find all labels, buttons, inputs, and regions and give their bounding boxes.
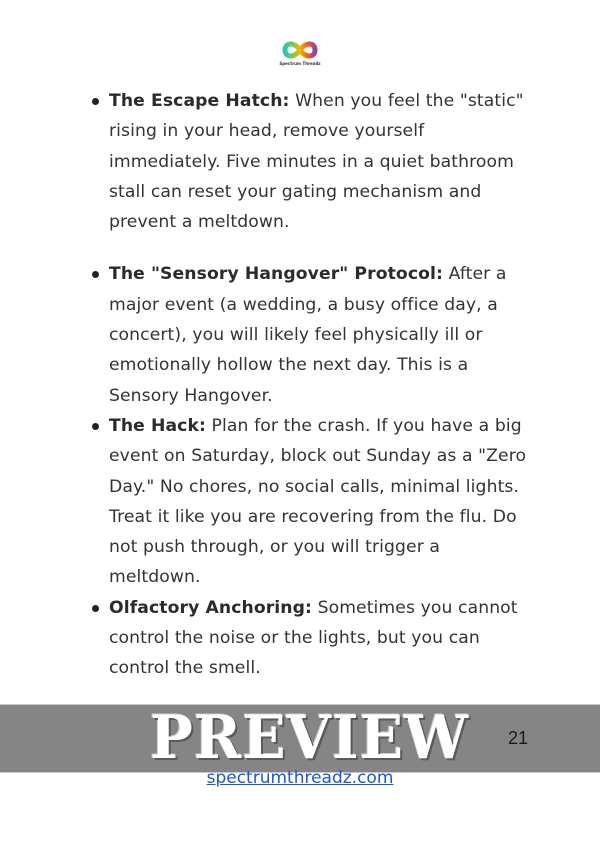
list-item: [92, 411, 532, 593]
page-number: 21: [508, 728, 529, 748]
website-link[interactable]: spectrumthreadz.com: [206, 768, 394, 788]
spacer: [92, 237, 532, 259]
item-title: The "Sensory Hangover" Protocol:: [109, 264, 444, 285]
item-text: Sometimes you cannot control the noise or the lights, but you can control the smell.: [109, 597, 518, 679]
item-title: The Hack:: [109, 415, 206, 436]
item-text: After a major event (a wedding, a busy office day, a concert), you will likely feel physically ill or emotionally hollow the next day. This is a Sensory Hangover.: [109, 264, 507, 406]
item-text: Plan for the crash. If you have a big event on Saturday, block out Sunday as a "Zero Day." No chores, no social calls, minimal lights. Treat it like you are recovering from the flu. Do not push through, or you will trigger a meltdown.: [109, 415, 527, 588]
item-title: Olfactory Anchoring:: [109, 597, 313, 618]
list-item: [92, 259, 532, 410]
item-title: The Escape Hatch:: [109, 91, 290, 111]
item-text: When you feel the "static" rising in your head, remove yourself immediately. Five minutes in a quiet bathroom stall can reset your gating mechanism and prevent a meltdown.: [109, 91, 524, 233]
brand-logo: [278, 40, 322, 70]
list-item: [92, 86, 532, 237]
bullet-icon: [92, 271, 99, 278]
bullet-icon: [92, 605, 99, 612]
tips-list: [92, 86, 532, 684]
bullet-icon: [92, 98, 99, 105]
list-item: [92, 593, 532, 684]
preview-watermark: PREVIEW: [150, 702, 470, 773]
rainbow-infinity-icon: [280, 40, 320, 60]
bullet-icon: [92, 423, 99, 430]
logo-text: Spectrum Threadz: [279, 61, 321, 66]
